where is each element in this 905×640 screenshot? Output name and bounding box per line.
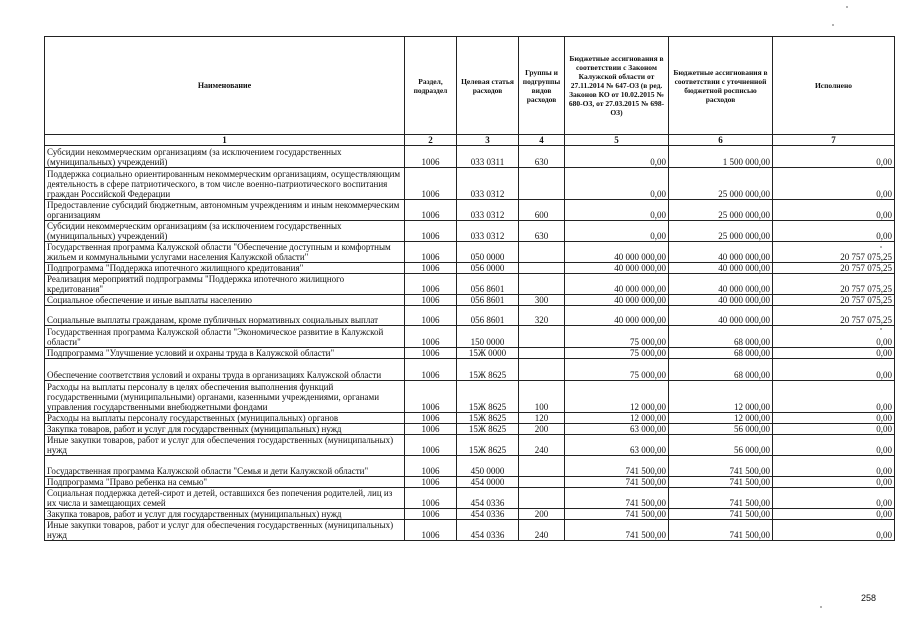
row-target: 454 0336 xyxy=(457,488,519,509)
row-allocation-law: 0,00 xyxy=(565,221,669,242)
row-allocation-law: 0,00 xyxy=(565,146,669,168)
row-allocation-law: 40 000 000,00 xyxy=(565,242,669,263)
row-target: 454 0000 xyxy=(457,477,519,488)
row-allocation-refined: 12 000,00 xyxy=(669,413,773,424)
row-name: Государственная программа Калужской области "Обеспечение доступным и комфортным жильем и коммунальными услугами населения Калужской области" xyxy=(45,242,405,263)
row-allocation-refined: 40 000 000,00 xyxy=(669,274,773,295)
row-allocation-law: 75 000,00 xyxy=(565,348,669,359)
col-number: 4 xyxy=(519,135,565,146)
row-section: 1006 xyxy=(405,221,457,242)
table-row xyxy=(45,221,895,242)
header-allocations-law: Бюджетные ассигнования в соответствии с Законом Калужской области от 27.11.2014 № 647-ОЗ (в ред. Законов КО от 10.02.2015 № 680-ОЗ, от 27.03.2015 № 698-ОЗ) xyxy=(565,37,669,135)
row-name: Реализация мероприятий подпрограммы "Поддержка ипотечного жилищного кредитования" xyxy=(45,274,405,295)
column-number-row xyxy=(45,135,895,146)
row-allocation-law: 741 500,00 xyxy=(565,477,669,488)
row-executed: 0,00 xyxy=(773,520,895,541)
table-row xyxy=(45,295,895,306)
row-section: 1006 xyxy=(405,242,457,263)
row-allocation-refined: 741 500,00 xyxy=(669,509,773,520)
row-group xyxy=(519,477,565,488)
row-section: 1006 xyxy=(405,424,457,435)
row-group: 240 xyxy=(519,520,565,541)
row-executed: 0,00 xyxy=(773,221,895,242)
header-group: Группы и подгруппы видов расходов xyxy=(519,37,565,135)
row-section: 1006 xyxy=(405,263,457,274)
table-row xyxy=(45,477,895,488)
header-executed: Исполнено xyxy=(773,37,895,135)
table-row xyxy=(45,348,895,359)
row-group: 240 xyxy=(519,435,565,456)
row-allocation-refined: 56 000,00 xyxy=(669,435,773,456)
row-allocation-refined: 40 000 000,00 xyxy=(669,263,773,274)
table-row xyxy=(45,359,895,381)
row-target: 15Ж 0000 xyxy=(457,348,519,359)
col-number: 6 xyxy=(669,135,773,146)
row-allocation-refined: 25 000 000,00 xyxy=(669,221,773,242)
header-row xyxy=(45,37,895,135)
row-allocation-law: 741 500,00 xyxy=(565,456,669,477)
row-target: 15Ж 8625 xyxy=(457,381,519,413)
row-target: 450 0000 xyxy=(457,456,519,477)
row-allocation-refined: 741 500,00 xyxy=(669,520,773,541)
row-allocation-law: 741 500,00 xyxy=(565,509,669,520)
col-number: 1 xyxy=(45,135,405,146)
row-target: 056 8601 xyxy=(457,295,519,306)
row-target: 056 8601 xyxy=(457,306,519,326)
row-allocation-law: 741 500,00 xyxy=(565,488,669,509)
row-section: 1006 xyxy=(405,359,457,381)
table-row xyxy=(45,306,895,326)
row-executed: 0,00 xyxy=(773,168,895,200)
row-name: Поддержка социально ориентированным некоммерческим организациям, осуществляющим деятельность в сфере патриотического, в том числе военно-патриотического воспитания граждан Российской Федерации xyxy=(45,168,405,200)
table-row xyxy=(45,520,895,541)
row-name: Закупка товаров, работ и услуг для государственных (муниципальных) нужд xyxy=(45,509,405,520)
row-allocation-law: 40 000 000,00 xyxy=(565,306,669,326)
row-executed: 0,00 xyxy=(773,200,895,221)
row-executed: 20 757 075,25 xyxy=(773,274,895,295)
row-executed: 0,00 xyxy=(773,381,895,413)
row-group xyxy=(519,274,565,295)
row-allocation-refined: 40 000 000,00 xyxy=(669,306,773,326)
row-section: 1006 xyxy=(405,435,457,456)
row-name: Социальные выплаты гражданам, кроме публичных нормативных социальных выплат xyxy=(45,306,405,326)
row-group: 120 xyxy=(519,413,565,424)
header-section: Раздел, подраздел xyxy=(405,37,457,135)
row-allocation-law: 40 000 000,00 xyxy=(565,263,669,274)
row-section: 1006 xyxy=(405,326,457,348)
row-group: 100 xyxy=(519,381,565,413)
scan-speck xyxy=(832,24,834,26)
row-target: 15Ж 8625 xyxy=(457,413,519,424)
row-name: Субсидии некоммерческим организациям (за исключением государственных (муниципальных) учреждений) xyxy=(45,221,405,242)
table-row xyxy=(45,456,895,477)
row-executed: 20 757 075,25 xyxy=(773,242,895,263)
row-name: Социальное обеспечение и иные выплаты населению xyxy=(45,295,405,306)
row-group: 200 xyxy=(519,509,565,520)
row-name: Подпрограмма "Улучшение условий и охраны труда в Калужской области" xyxy=(45,348,405,359)
budget-table xyxy=(44,36,895,541)
page-number: 258 xyxy=(861,593,877,603)
row-executed: 0,00 xyxy=(773,326,895,348)
table-row xyxy=(45,381,895,413)
row-group: 320 xyxy=(519,306,565,326)
row-allocation-law: 40 000 000,00 xyxy=(565,295,669,306)
row-allocation-refined: 68 000,00 xyxy=(669,359,773,381)
row-name: Государственная программа Калужской области "Семья и дети Калужской области" xyxy=(45,456,405,477)
table-row xyxy=(45,424,895,435)
table-row xyxy=(45,509,895,520)
row-name: Государственная программа Калужской области "Экономическое развитие в Калужской области" xyxy=(45,326,405,348)
row-section: 1006 xyxy=(405,477,457,488)
row-name: Социальная поддержка детей-сирот и детей, оставшихся без попечения родителей, лиц из их числа и замещающих семей xyxy=(45,488,405,509)
row-allocation-law: 75 000,00 xyxy=(565,359,669,381)
row-target: 033 0312 xyxy=(457,200,519,221)
row-executed: 20 757 075,25 xyxy=(773,306,895,326)
row-allocation-law: 40 000 000,00 xyxy=(565,274,669,295)
row-target: 056 8601 xyxy=(457,274,519,295)
row-section: 1006 xyxy=(405,274,457,295)
col-number: 2 xyxy=(405,135,457,146)
row-allocation-refined: 741 500,00 xyxy=(669,477,773,488)
row-group: 300 xyxy=(519,295,565,306)
row-target: 033 0312 xyxy=(457,221,519,242)
row-executed: 0,00 xyxy=(773,424,895,435)
row-name: Подпрограмма "Право ребенка на семью" xyxy=(45,477,405,488)
row-name: Иные закупки товаров, работ и услуг для обеспечения государственных (муниципальных) нужд xyxy=(45,435,405,456)
row-allocation-refined: 12 000,00 xyxy=(669,381,773,413)
row-group: 630 xyxy=(519,146,565,168)
scan-speck xyxy=(846,6,848,8)
row-target: 15Ж 8625 xyxy=(457,424,519,435)
row-allocation-refined: 56 000,00 xyxy=(669,424,773,435)
row-section: 1006 xyxy=(405,168,457,200)
row-allocation-refined: 40 000 000,00 xyxy=(669,295,773,306)
row-executed: 0,00 xyxy=(773,413,895,424)
header-target: Целевая статья расходов xyxy=(457,37,519,135)
row-name: Предоставление субсидий бюджетным, автономным учреждениям и иным некоммерческим организациям xyxy=(45,200,405,221)
row-executed: 0,00 xyxy=(773,488,895,509)
table-row xyxy=(45,200,895,221)
row-name: Расходы на выплаты персоналу в целях обеспечения выполнения функций государственными (муниципальными) органами, казенными учреждениями, органами управления государственными внебюджетными фондами xyxy=(45,381,405,413)
row-target: 056 0000 xyxy=(457,263,519,274)
table-row xyxy=(45,488,895,509)
row-group xyxy=(519,348,565,359)
table-row xyxy=(45,263,895,274)
table-row xyxy=(45,435,895,456)
row-section: 1006 xyxy=(405,348,457,359)
row-section: 1006 xyxy=(405,520,457,541)
row-target: 15Ж 8625 xyxy=(457,435,519,456)
row-executed: 0,00 xyxy=(773,146,895,168)
row-allocation-refined: 1 500 000,00 xyxy=(669,146,773,168)
col-number: 3 xyxy=(457,135,519,146)
row-group: 600 xyxy=(519,200,565,221)
row-allocation-law: 63 000,00 xyxy=(565,435,669,456)
table-row xyxy=(45,274,895,295)
row-target: 454 0336 xyxy=(457,520,519,541)
budget-sheet xyxy=(44,36,894,541)
col-number: 7 xyxy=(773,135,895,146)
row-allocation-law: 0,00 xyxy=(565,168,669,200)
row-name: Субсидии некоммерческим организациям (за исключением государственных (муниципальных) учреждений) xyxy=(45,146,405,168)
row-allocation-refined: 68 000,00 xyxy=(669,348,773,359)
row-target: 050 0000 xyxy=(457,242,519,263)
row-section: 1006 xyxy=(405,488,457,509)
row-executed: 0,00 xyxy=(773,509,895,520)
row-group xyxy=(519,326,565,348)
table-row xyxy=(45,413,895,424)
row-name: Иные закупки товаров, работ и услуг для обеспечения государственных (муниципальных) нужд xyxy=(45,520,405,541)
row-name: Закупка товаров, работ и услуг для государственных (муниципальных) нужд xyxy=(45,424,405,435)
scan-speck xyxy=(820,606,822,608)
row-executed: 20 757 075,25 xyxy=(773,295,895,306)
col-number: 5 xyxy=(565,135,669,146)
scan-speck xyxy=(880,328,882,330)
row-allocation-refined: 25 000 000,00 xyxy=(669,168,773,200)
row-executed: 0,00 xyxy=(773,477,895,488)
row-allocation-law: 0,00 xyxy=(565,200,669,221)
row-group xyxy=(519,488,565,509)
row-executed: 0,00 xyxy=(773,456,895,477)
row-target: 454 0336 xyxy=(457,509,519,520)
row-allocation-law: 12 000,00 xyxy=(565,413,669,424)
row-allocation-law: 12 000,00 xyxy=(565,381,669,413)
row-name: Подпрограмма "Поддержка ипотечного жилищного кредитования" xyxy=(45,263,405,274)
row-name: Расходы на выплаты персоналу государственных (муниципальных) органов xyxy=(45,413,405,424)
scan-speck xyxy=(880,246,882,248)
row-section: 1006 xyxy=(405,200,457,221)
row-target: 150 0000 xyxy=(457,326,519,348)
row-section: 1006 xyxy=(405,146,457,168)
row-allocation-law: 75 000,00 xyxy=(565,326,669,348)
row-target: 15Ж 8625 xyxy=(457,359,519,381)
row-section: 1006 xyxy=(405,509,457,520)
table-row xyxy=(45,326,895,348)
row-allocation-law: 741 500,00 xyxy=(565,520,669,541)
row-section: 1006 xyxy=(405,295,457,306)
row-allocation-refined: 68 000,00 xyxy=(669,326,773,348)
table-row xyxy=(45,168,895,200)
row-group xyxy=(519,168,565,200)
row-allocation-law: 63 000,00 xyxy=(565,424,669,435)
row-group: 630 xyxy=(519,221,565,242)
row-allocation-refined: 741 500,00 xyxy=(669,488,773,509)
row-executed: 20 757 075,25 xyxy=(773,263,895,274)
row-section: 1006 xyxy=(405,413,457,424)
row-group xyxy=(519,359,565,381)
row-group xyxy=(519,263,565,274)
table-row xyxy=(45,146,895,168)
row-allocation-refined: 741 500,00 xyxy=(669,456,773,477)
row-section: 1006 xyxy=(405,381,457,413)
row-section: 1006 xyxy=(405,306,457,326)
row-group xyxy=(519,456,565,477)
row-group xyxy=(519,242,565,263)
row-executed: 0,00 xyxy=(773,359,895,381)
row-executed: 0,00 xyxy=(773,348,895,359)
header-allocations-refined: Бюджетные ассигнования в соответствии с уточненной бюджетной росписью расходов xyxy=(669,37,773,135)
table-body xyxy=(45,146,895,541)
table-row xyxy=(45,242,895,263)
row-group: 200 xyxy=(519,424,565,435)
row-name: Обеспечение соответствия условий и охраны труда в организациях Калужской области xyxy=(45,359,405,381)
row-allocation-refined: 40 000 000,00 xyxy=(669,242,773,263)
row-executed: 0,00 xyxy=(773,435,895,456)
row-allocation-refined: 25 000 000,00 xyxy=(669,200,773,221)
row-section: 1006 xyxy=(405,456,457,477)
header-name: Наименование xyxy=(45,37,405,135)
row-target: 033 0311 xyxy=(457,146,519,168)
row-target: 033 0312 xyxy=(457,168,519,200)
